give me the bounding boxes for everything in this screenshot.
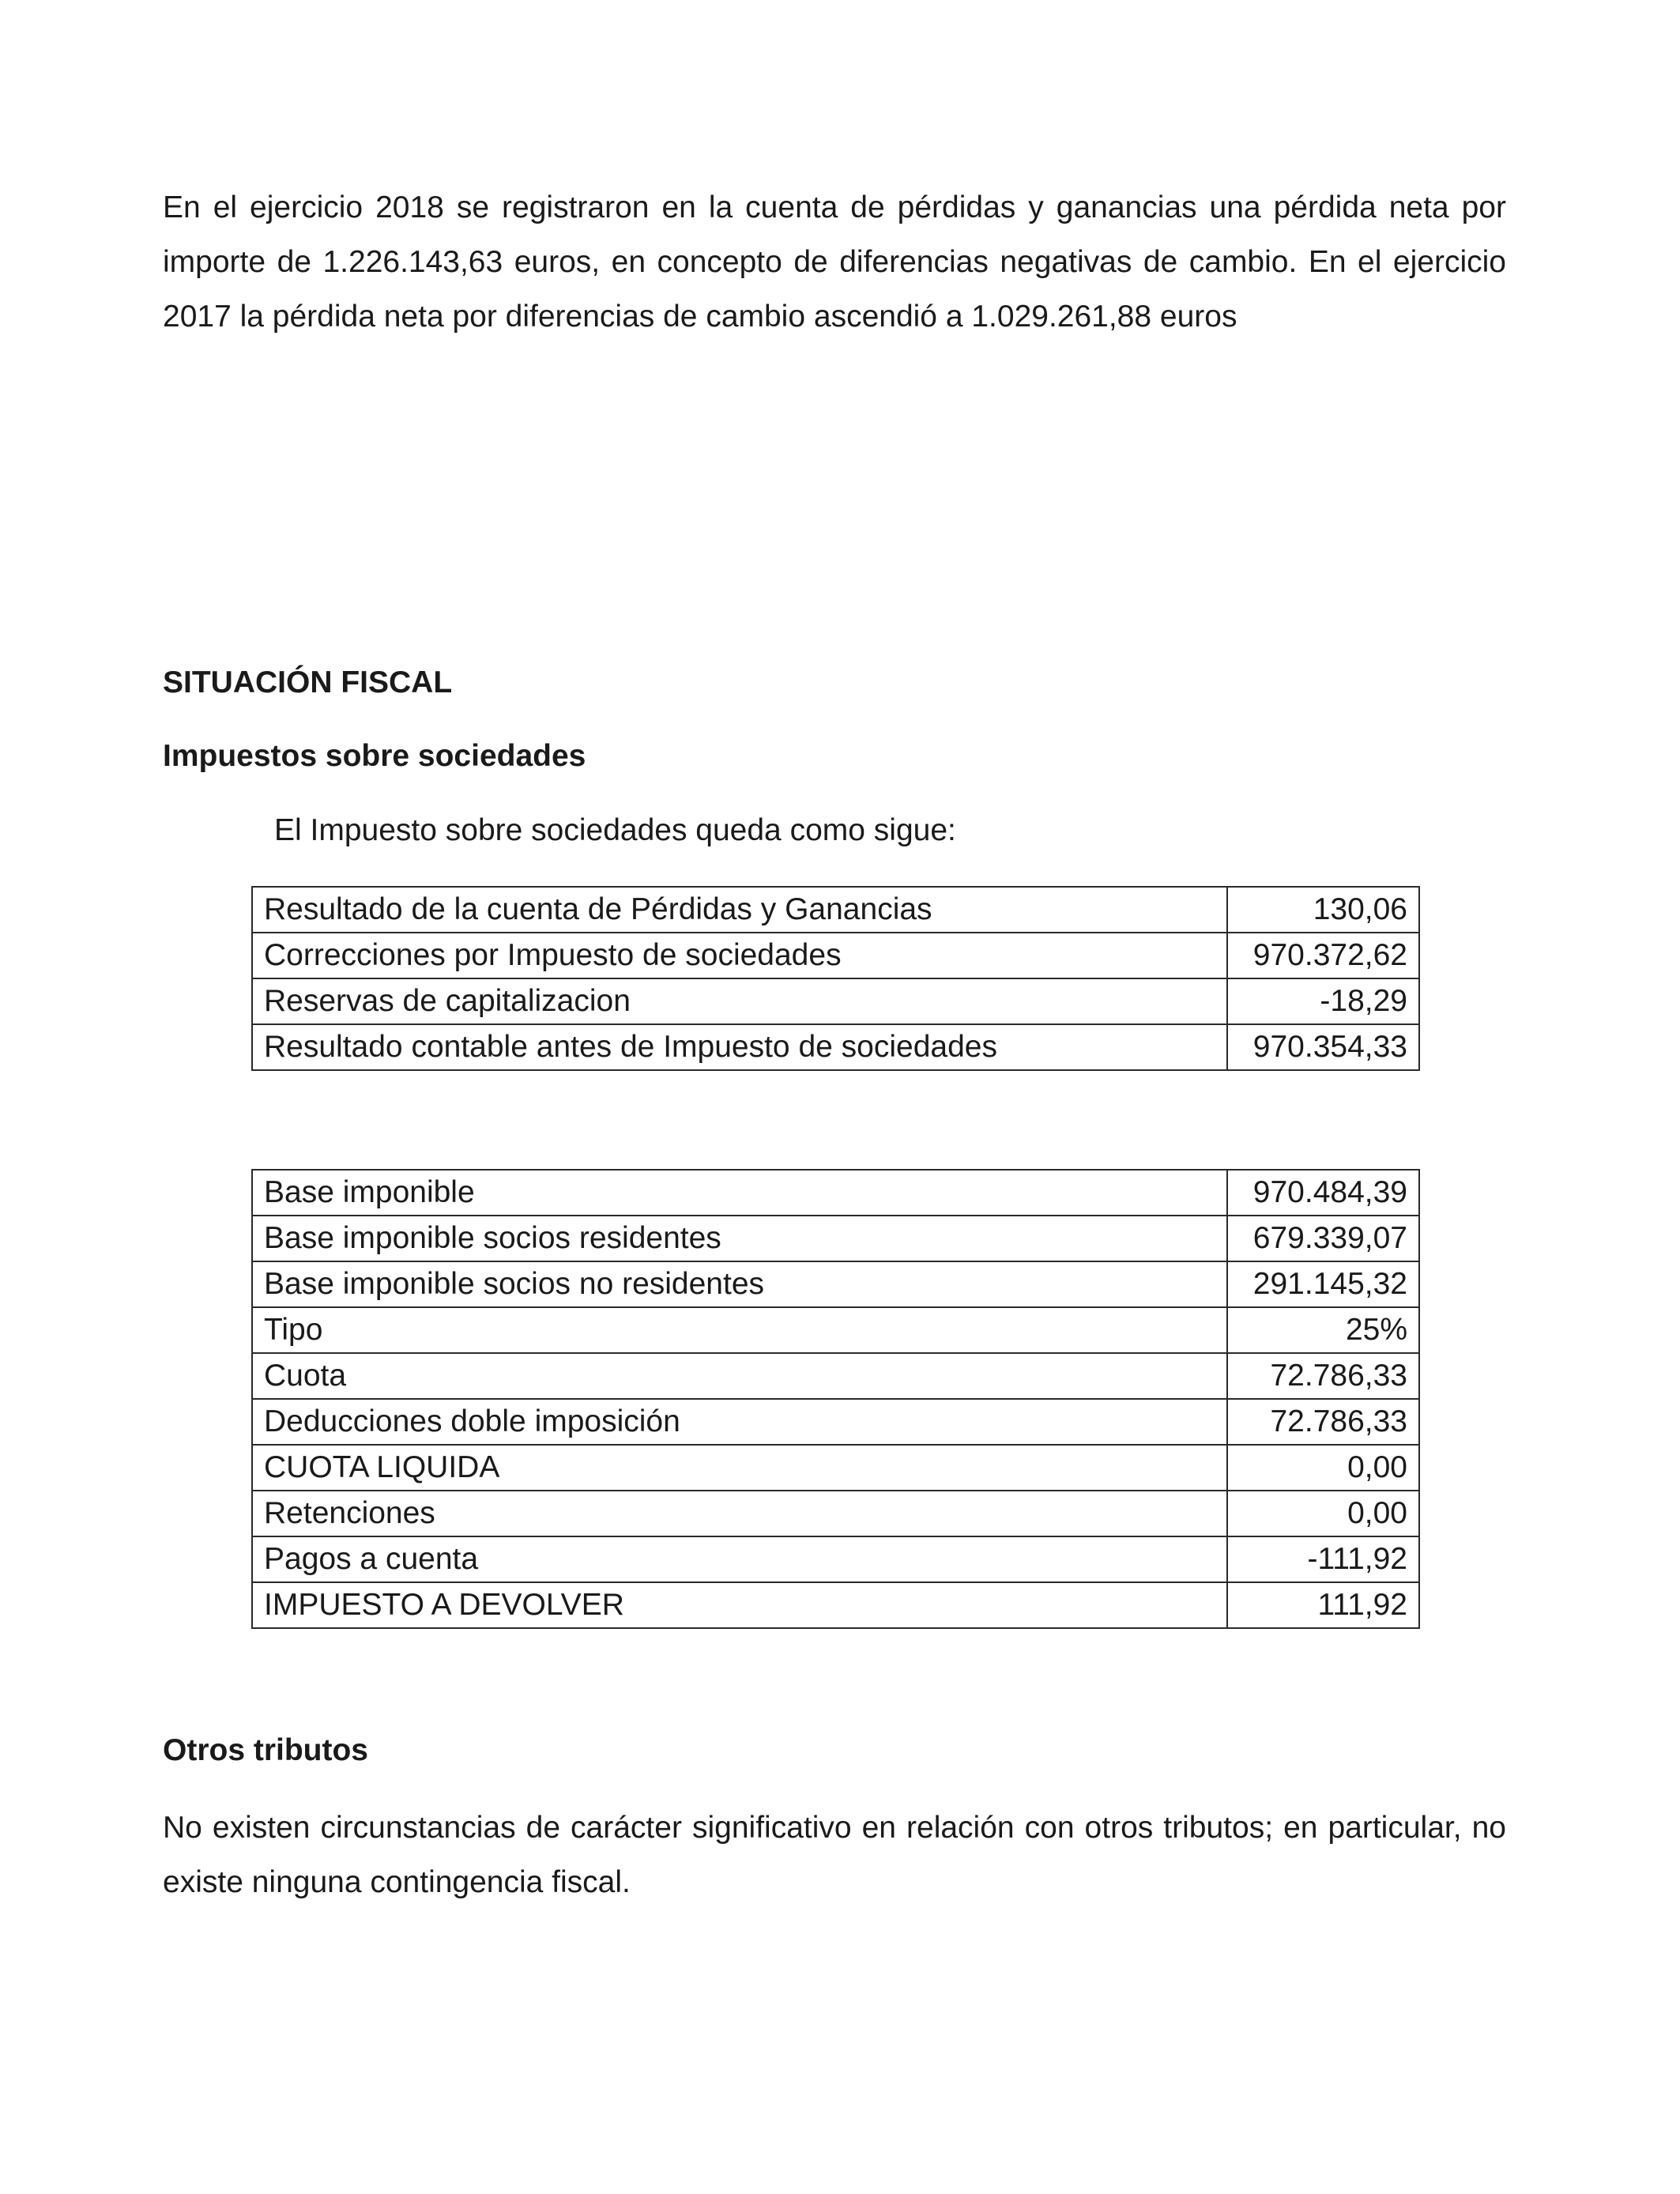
table-row <box>252 978 1419 1024</box>
table-row <box>252 1170 1419 1216</box>
table-row <box>252 1582 1419 1628</box>
row-label: Base imponible <box>252 1170 1227 1216</box>
table-row <box>252 1353 1419 1399</box>
row-value: 970.354,33 <box>1227 1024 1419 1070</box>
lead-text: El Impuesto sobre sociedades queda como sigue: <box>274 813 956 847</box>
row-value: 0,00 <box>1227 1445 1419 1491</box>
tax-calculation-table <box>251 1169 1420 1629</box>
row-label: Base imponible socios residentes <box>252 1216 1227 1261</box>
row-value: 0,00 <box>1227 1491 1419 1536</box>
table-row <box>252 1445 1419 1491</box>
table-row <box>252 1216 1419 1261</box>
closing-paragraph: No existen circunstancias de carácter significativo en relación con otros tributos; en particular, no existe ninguna contingencia fiscal. <box>163 1811 1506 1899</box>
row-label: Reservas de capitalizacion <box>252 978 1227 1024</box>
row-label: Resultado de la cuenta de Pérdidas y Ganancias <box>252 887 1227 933</box>
table-row <box>252 1261 1419 1307</box>
table-row <box>252 1307 1419 1353</box>
table-row <box>252 1399 1419 1445</box>
row-label: CUOTA LIQUIDA <box>252 1445 1227 1491</box>
row-value: 25% <box>1227 1307 1419 1353</box>
row-value: 291.145,32 <box>1227 1261 1419 1307</box>
row-label: Cuota <box>252 1353 1227 1399</box>
row-label: IMPUESTO A DEVOLVER <box>252 1582 1227 1628</box>
table-row <box>252 887 1419 933</box>
table-row <box>252 1536 1419 1582</box>
table-row <box>252 1491 1419 1536</box>
row-label: Base imponible socios no residentes <box>252 1261 1227 1307</box>
row-value: 111,92 <box>1227 1582 1419 1628</box>
row-label: Retenciones <box>252 1491 1227 1536</box>
row-value: -111,92 <box>1227 1536 1419 1582</box>
row-label: Tipo <box>252 1307 1227 1353</box>
table-row <box>252 933 1419 978</box>
tax-result-table <box>251 886 1420 1071</box>
row-value: 679.339,07 <box>1227 1216 1419 1261</box>
row-value: 72.786,33 <box>1227 1399 1419 1445</box>
row-value: 130,06 <box>1227 887 1419 933</box>
row-label: Pagos a cuenta <box>252 1536 1227 1582</box>
row-value: 970.372,62 <box>1227 933 1419 978</box>
row-label: Resultado contable antes de Impuesto de sociedades <box>252 1024 1227 1070</box>
subsection-otros-title: Otros tributos <box>163 1733 368 1767</box>
table-row <box>252 1024 1419 1070</box>
row-value: -18,29 <box>1227 978 1419 1024</box>
row-value: 970.484,39 <box>1227 1170 1419 1216</box>
row-label: Correcciones por Impuesto de sociedades <box>252 933 1227 978</box>
row-label: Deducciones doble imposición <box>252 1399 1227 1445</box>
intro-paragraph: En el ejercicio 2018 se registraron en la cuenta de pérdidas y ganancias una pérdida neta por importe de 1.226.143,63 euros, en concepto de diferencias negativas de cambio. En el ejercicio 2017 la pérdida neta por diferencias de cambio ascendió a 1.029.261,88 euros <box>163 190 1506 334</box>
subsection-impuestos-title: Impuestos sobre sociedades <box>163 739 586 773</box>
section-title: SITUACIÓN FISCAL <box>163 665 453 699</box>
row-value: 72.786,33 <box>1227 1353 1419 1399</box>
